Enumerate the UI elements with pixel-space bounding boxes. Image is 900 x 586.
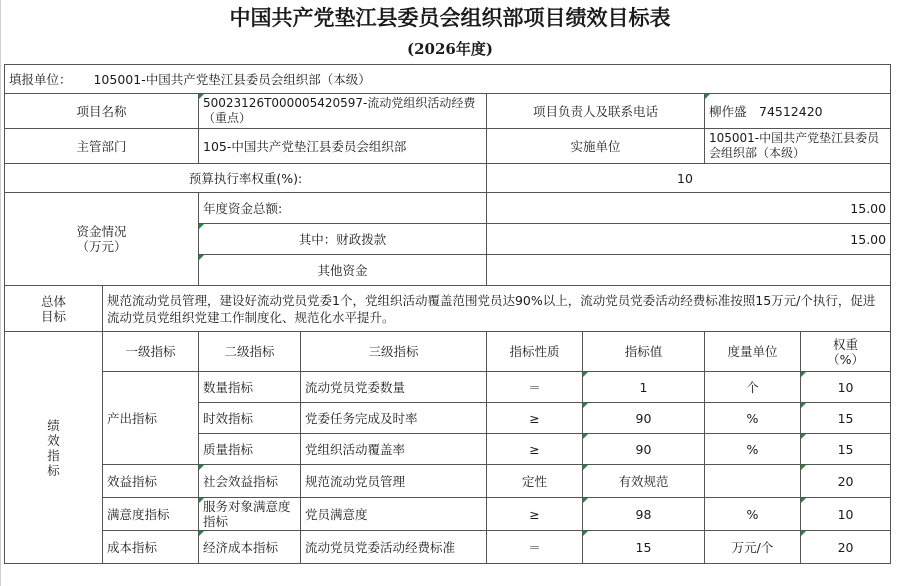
funds-label: 资金情况 （万元） [5, 193, 199, 286]
row-value: 90 [583, 434, 705, 465]
row-l3: 流动党员党委数量 [301, 372, 487, 403]
row-l2: 经济成本指标 [199, 531, 301, 564]
form-year: (2026年度) [407, 40, 493, 58]
row-unit: 万元/个 [705, 531, 801, 564]
unit-row [5, 65, 891, 94]
funds-total-value: 15.00 [487, 193, 891, 224]
indicators-label: 绩 效 指 标 [5, 332, 103, 564]
row-l3: 流动党员党委活动经费标准 [301, 531, 487, 564]
row-nature: 定性 [487, 465, 583, 498]
project-name-value: 50023126T000005420597-流动党组织活动经费（重点） [199, 94, 487, 129]
table-row [5, 465, 891, 498]
row-weight: 20 [801, 531, 891, 564]
table-row [5, 531, 891, 564]
header-l3: 三级指标 [301, 332, 487, 372]
row-unit: % [705, 434, 801, 465]
weight-value: 10 [487, 164, 891, 193]
funds-fiscal-value: 15.00 [487, 224, 891, 255]
row-nature: ≥ [487, 403, 583, 434]
goal-text: 规范流动党员管理，建设好流动党员党委1个，党组织活动覆盖范围党员达90%以上，流动党员党委活动经费标准按照15万元/个执行，促进流动党员党组织党建工作制度化、规范化水平提升。 [103, 286, 891, 332]
dept-label: 主管部门 [5, 129, 199, 164]
project-name-label: 项目名称 [5, 94, 199, 129]
row-value: 1 [583, 372, 705, 403]
unit-value: 105001-中国共产党垫江县委员会组织部（本级） [93, 71, 371, 87]
funds-other-label: 其他资金 [199, 255, 487, 286]
row-l1: 成本指标 [103, 531, 199, 564]
header-value: 指标值 [583, 332, 705, 372]
row-l1: 满意度指标 [103, 498, 199, 531]
header-l2: 二级指标 [199, 332, 301, 372]
header-unit: 度量单位 [705, 332, 801, 372]
row-l3: 党员满意度 [301, 498, 487, 531]
table-row [5, 372, 891, 403]
table-row [5, 498, 891, 531]
row-nature: ＝ [487, 531, 583, 564]
weight-label: 预算执行率权重(%): [5, 164, 487, 193]
row-weight: 15 [801, 434, 891, 465]
row-weight: 10 [801, 372, 891, 403]
form-title: 中国共产党垫江县委员会组织部项目绩效目标表 [229, 5, 671, 30]
impl-label: 实施单位 [487, 129, 705, 164]
row-value: 15 [583, 531, 705, 564]
row-l1: 效益指标 [103, 465, 199, 498]
row-unit [705, 465, 801, 498]
performance-table [4, 64, 891, 564]
row-l2: 服务对象满意度指标 [199, 498, 301, 531]
row-nature: ＝ [487, 372, 583, 403]
row-weight: 10 [801, 498, 891, 531]
dept-value: 105-中国共产党垫江县委员会组织部 [199, 129, 487, 164]
row-nature: ≥ [487, 434, 583, 465]
header-l1: 一级指标 [103, 332, 199, 372]
funds-fiscal-label: 其中：财政拨款 [199, 224, 487, 255]
row-l2: 时效指标 [199, 403, 301, 434]
row-value: 90 [583, 403, 705, 434]
row-value: 98 [583, 498, 705, 531]
row-l2: 质量指标 [199, 434, 301, 465]
impl-value: 105001-中国共产党垫江县委员会组织部（本级） [705, 129, 891, 164]
leader-value: 柳作盛 74512420 [705, 94, 891, 129]
row-unit: % [705, 403, 801, 434]
funds-total-label: 年度资金总额: [199, 193, 487, 224]
row-value: 有效规范 [583, 465, 705, 498]
row-l3: 党委任务完成及时率 [301, 403, 487, 434]
row-nature: ≥ [487, 498, 583, 531]
row-l2: 社会效益指标 [199, 465, 301, 498]
row-unit: % [705, 498, 801, 531]
header-weight: 权重 （%） [801, 332, 891, 372]
row-weight: 15 [801, 403, 891, 434]
row-l2: 数量指标 [199, 372, 301, 403]
row-unit: 个 [705, 372, 801, 403]
leader-label: 项目负责人及联系电话 [487, 94, 705, 129]
goal-label: 总体 目标 [5, 286, 103, 332]
row-l1: 产出指标 [103, 372, 199, 465]
row-l3: 党组织活动覆盖率 [301, 434, 487, 465]
row-weight: 20 [801, 465, 891, 498]
row-l3: 规范流动党员管理 [301, 465, 487, 498]
funds-other-value [487, 255, 891, 286]
header-nature: 指标性质 [487, 332, 583, 372]
unit-label: 填报单位： [9, 71, 72, 87]
